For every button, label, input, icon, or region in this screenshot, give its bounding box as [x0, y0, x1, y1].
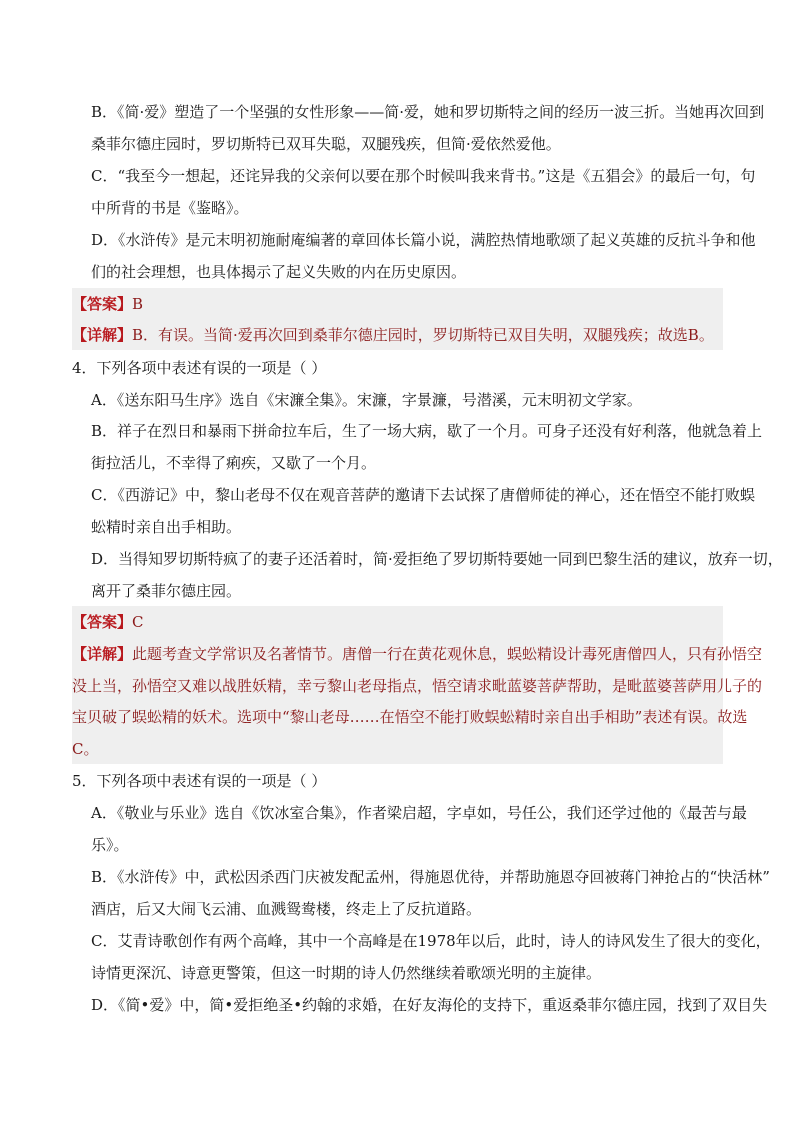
q4-option-b-line-1: B．祥子在烈日和暴雨下拼命拉车后，生了一场大病，歇了一个月。可身子还没有好利落，他就急着上: [91, 422, 763, 440]
q5-option-d-line-1: D．《简•爱》中，简•爱拒绝圣•约翰的求婚，在好友海伦的支持下，重返桑菲尔德庄园，找到了双目失: [91, 996, 768, 1014]
q4-option-d-line-1: D．当得知罗切斯特疯了的妻子还活着时，简·爱拒绝了罗切斯特要她一同到巴黎生活的建议，放弃一切，: [91, 550, 783, 568]
q4-detail-text-4: C。: [72, 740, 99, 758]
q4-detail-text-2: 没上当，孙悟空又难以战胜妖精，幸亏黎山老母指点，悟空请求毗蓝婆菩萨帮助，是毗蓝婆菩萨用儿子的: [72, 677, 763, 695]
q4-detail-line-1: [72, 638, 762, 670]
q3-detail-line: [72, 319, 714, 351]
q4-detail-text-3: 宝贝破了蜈蚣精的妖术。选项中“黎山老母……在悟空不能打败蜈蚣精时亲自出手相助”表述有误。故选: [72, 708, 748, 726]
q4-option-d-line-2: 离开了桑菲尔德庄园。: [91, 582, 242, 600]
q5-option-b-line-2: 酒店，后又大闹飞云浦、血溅鸳鸯楼，终走上了反抗道路。: [91, 900, 482, 918]
q3-answer-tag: 【答案】: [72, 295, 133, 313]
q4-stem: 4．下列各项中表述有误的一项是（ ）: [72, 359, 327, 377]
q4-option-b-line-2: 街拉活儿，不幸得了痢疾，又歇了一个月。: [91, 454, 377, 472]
q5-option-a-line-2: 乐》。: [91, 836, 129, 854]
q5-option-c-line-1: C．艾青诗歌创作有两个高峰，其中一个高峰是在1978年以后，此时，诗人的诗风发生了很大的变化，: [91, 932, 771, 950]
q4-answer-value: C: [132, 613, 144, 631]
q4-detail-line-2: [72, 670, 762, 702]
q3-detail-text: B．有误。当简·爱再次回到桑菲尔德庄园时，罗切斯特已双目失明，双腿残疾；故选B。: [132, 326, 714, 344]
q3-option-d-line-1: D．《水浒传》是元末明初施耐庵编著的章回体长篇小说，满腔热情地歌颂了起义英雄的反抗斗争和他: [91, 231, 756, 249]
q4-detail-line-4: [72, 733, 98, 765]
q4-detail-text-1: 此题考查文学常识及名著情节。唐僧一行在黄花观休息，蜈蚣精设计毒死唐僧四人，只有孙悟空: [132, 645, 763, 663]
q4-option-c-line-1: C．《西游记》中，黎山老母不仅在观音菩萨的邀请下去试探了唐僧师徒的禅心，还在悟空不能打败蜈: [91, 486, 755, 504]
q4-answer-tag: 【答案】: [72, 613, 133, 631]
q3-option-b-line-2: 桑菲尔德庄园时，罗切斯特已双耳失聪，双腿残疾，但简·爱依然爱他。: [91, 135, 561, 153]
q4-answer-line: [72, 606, 144, 638]
q3-option-c-line-1: C．“我至今一想起，还诧异我的父亲何以要在那个时候叫我来背书。”这是《五猖会》的最后一句，句: [91, 167, 756, 185]
q4-option-a: A．《送东阳马生序》选自《宋濂全集》。宋濂，字景濂，号潜溪，元末明初文学家。: [91, 391, 642, 409]
q5-option-c-line-2: 诗情更深沉、诗意更警策，但这一时期的诗人仍然继续着歌颂光明的主旋律。: [91, 964, 602, 982]
q5-option-b-line-1: B．《水浒传》中，武松因杀西门庆被发配孟州，得施恩优待，并帮助施恩夺回被蒋门神抢占的“快活林”: [91, 868, 770, 886]
q4-detail-line-3: [72, 701, 747, 733]
q5-stem: 5．下列各项中表述有误的一项是（ ）: [72, 772, 327, 790]
q3-answer-line: [72, 288, 143, 320]
q4-option-c-line-2: 蚣精时亲自出手相助。: [91, 518, 242, 536]
q3-option-c-line-2: 中所背的书是《鉴略》。: [91, 199, 249, 217]
q5-option-a-line-1: A．《敬业与乐业》选自《饮冰室合集》，作者梁启超，字卓如，号任公，我们还学过他的《最苦与最: [91, 804, 747, 822]
q4-detail-tag: 【详解】: [72, 645, 133, 663]
q3-answer-value: B: [132, 295, 144, 313]
q3-option-b-line-1: B．《简·爱》塑造了一个坚强的女性形象——简·爱，她和罗切斯特之间的经历一波三折。当她再次回到: [91, 103, 765, 121]
q3-option-d-line-2: 们的社会理想，也具体揭示了起义失败的内在历史原因。: [91, 263, 467, 281]
q3-detail-tag: 【详解】: [72, 326, 133, 344]
